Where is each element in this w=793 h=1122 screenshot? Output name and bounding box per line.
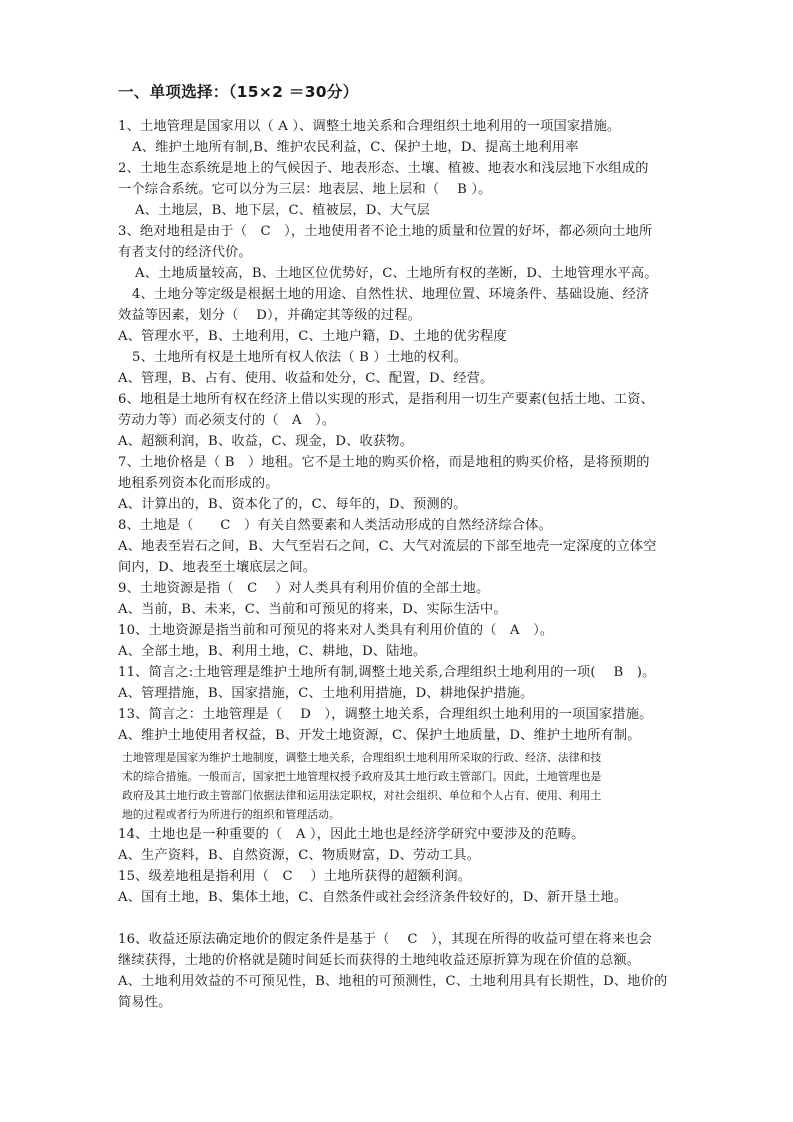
question-3-options: A、土地质量较高，B、土地区位优势好，C、土地所有权的垄断，D、土地管理水平高。 xyxy=(135,266,658,281)
question-10: 10、土地资源是指当前和可预见的将来对人类具有利用价值的（ A ）。 xyxy=(118,623,554,638)
explanation-note xyxy=(118,748,684,824)
question-4-options: A、管理水平，B、土地利用，C、土地户籍，D、土地的优劣程度 xyxy=(118,329,507,344)
question-6: 6、地租是土地所有权在经济上借以实现的形式，是指利用一切生产要素(包括土地、工资、 xyxy=(118,392,655,407)
question-16-cont: 继续获得，土地的价格就是随时间延长而获得的土地纯收益还原折算为现在价值的总额。 xyxy=(118,953,641,968)
question-11-options: A、管理措施，B、国家措施，C、土地利用措施，D、耕地保护措施。 xyxy=(118,686,534,701)
question-13-options: A、维护土地使用者权益，B、开发土地资源，C、保护土地质量，D、维护土地所有制。 xyxy=(118,728,641,743)
note-line: 政府及其土地行政主管部门依据法律和运用法定职权，对社会组织、单位和个人占有、使用、利用土 xyxy=(122,789,602,802)
question-9-options: A、当前，B、未来，C、当前和可预见的将来，D、实际生活中。 xyxy=(118,602,507,617)
question-8-options-cont: 间内，D、地表至土壤底层之间。 xyxy=(118,560,317,575)
question-1-options: A、维护土地所有制,B、维护农民利益，C、保护土地，D、提高土地利用率 xyxy=(132,140,579,155)
question-11: 11、简言之:土地管理是维护土地所有制,调整土地关系,合理组织土地利用的一项( B )。 xyxy=(118,665,656,680)
question-8: 8、土地是（ C ）有关自然要素和人类活动形成的自然经济综合体。 xyxy=(118,518,552,533)
question-6-options: A、超额利润，B、收益，C、现金，D、收获物。 xyxy=(118,434,414,449)
note-line: 术的综合措施。一般而言，国家把土地管理权授予政府及其土地行政主管部门。因此，土地管理也是 xyxy=(122,770,602,783)
question-2: 2、土地生态系统是地上的气候因子、地表形态、土壤、植被、地表水和浅层地下水组成的 xyxy=(118,161,649,176)
question-14-options: A、生产资料，B、自然资源，C、物质财富，D、劳动工具。 xyxy=(118,848,480,863)
note-line: 土地管理是国家为维护土地制度，调整土地关系，合理组织土地利用所采取的行政、经济、法律和技 xyxy=(122,751,602,764)
question-5: 5、土地所有权是土地所有权人依法（ B ）土地的权利。 xyxy=(132,350,468,365)
note-line: 地的过程或者行为所进行的组织和管理活动。 xyxy=(122,808,340,821)
question-7: 7、土地价格是（ B ）地租。它不是土地的购买价格，而是地租的购买价格，是将预期的 xyxy=(118,455,650,470)
question-6-cont: 劳动力等）而必须支付的（ A ）。 xyxy=(118,413,336,428)
question-15-options: A、国有土地，B、集体土地，C、自然条件或社会经济条件较好的，D、新开垦土地。 xyxy=(118,890,628,905)
question-4-cont: 效益等因素，划分（ D），并确定其等级的过程。 xyxy=(118,308,422,323)
question-16: 16、收益还原法确定地价的假定条件是基于（ C ），其现在所得的收益可望在将来也会 xyxy=(118,932,652,947)
section-title: 一、单项选择：（15×2 ＝30分） xyxy=(118,83,359,101)
question-10-options: A、全部土地，B、利用土地，C、耕地，D、陆地。 xyxy=(118,644,427,659)
question-9: 9、土地资源是指（ C ）对人类具有利用价值的全部土地。 xyxy=(118,581,490,596)
document-page xyxy=(118,80,684,1013)
question-8-options: A、地表至岩石之间，B、大气至岩石之间，C、大气对流层的下部至地壳一定深度的立体空 xyxy=(118,539,657,554)
question-16-options-cont: 简易性。 xyxy=(118,995,172,1010)
question-13: 13、简言之：土地管理是（ D ），调整土地关系，合理组织土地利用的一项国家措施。 xyxy=(118,707,653,722)
question-5-options: A、管理，B、占有、使用、收益和处分，C、配置，D、经营。 xyxy=(118,371,494,386)
question-16-options: A、土地利用效益的不可预见性，B、地租的可预测性，C、土地利用具有长期性，D、地价的 xyxy=(118,974,668,989)
question-7-cont: 地租系列资本化而形成的。 xyxy=(118,476,279,491)
question-15: 15、级差地租是指利用（ C ）土地所获得的超额利润。 xyxy=(118,869,472,884)
question-7-options: A、计算出的，B、资本化了的，C、每年的，D、预测的。 xyxy=(118,497,467,512)
blank-line xyxy=(118,908,684,929)
question-3: 3、绝对地租是由于（ C ），土地使用者不论土地的质量和位置的好坏，都必须向土地所 xyxy=(118,224,653,239)
question-3-cont: 有者支付的经济代价。 xyxy=(118,245,252,260)
question-14: 14、土地也是一种重要的（ A ），因此土地也是经济学研究中要涉及的范畴。 xyxy=(118,827,585,842)
question-1: 1、土地管理是国家用以（ A ）、调整土地关系和合理组织土地利用的一项国家措施。 xyxy=(118,119,621,134)
question-2-cont: 一个综合系统。它可以分为三层：地表层、地上层和（ B ）。 xyxy=(118,182,492,197)
question-4: 4、土地分等定级是根据土地的用途、自然性状、地理位置、环境条件、基础设施、经济 xyxy=(132,287,650,302)
question-2-options: A、土地层，B、地下层，C、植被层，D、大气层 xyxy=(135,203,431,218)
